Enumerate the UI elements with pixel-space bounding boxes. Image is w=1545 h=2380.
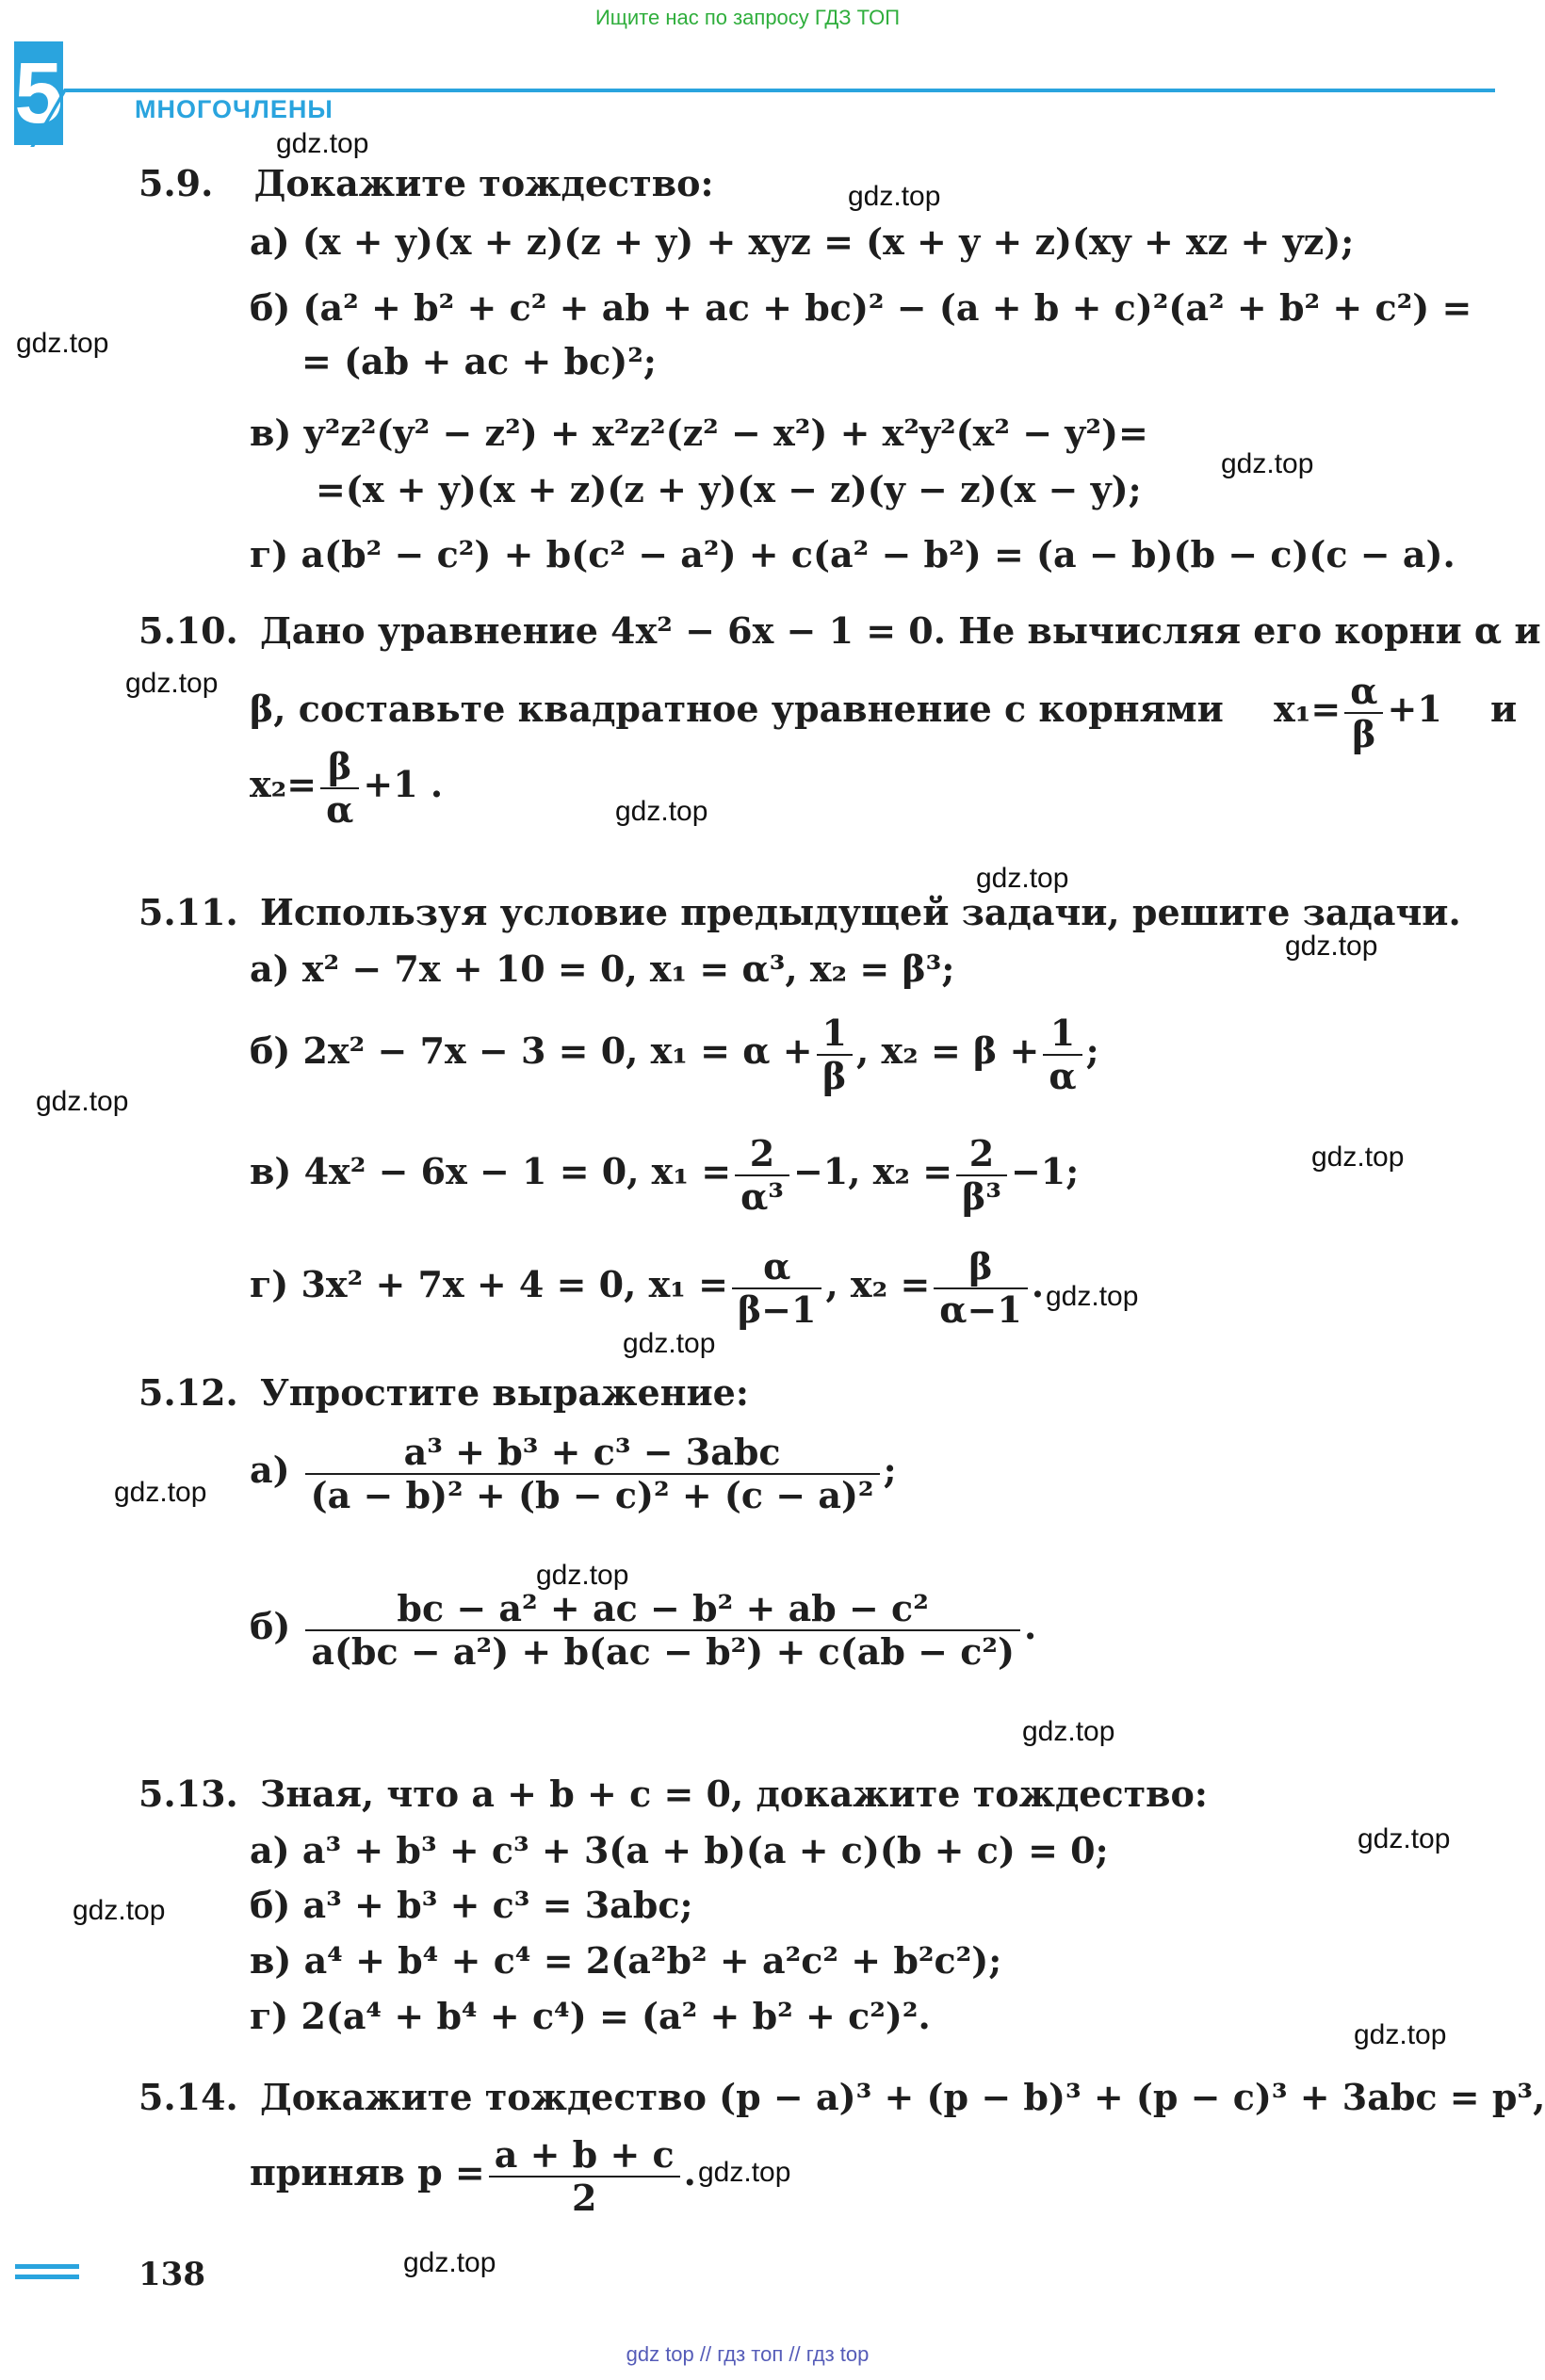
fraction bbox=[732, 1246, 822, 1330]
problem-5-9-g: г) a(b² − c²) + b(c² − a²) + c(a² − b²) = (a − b)(b − c)(c − a). bbox=[250, 533, 1456, 575]
numerator: β bbox=[968, 1245, 993, 1287]
fraction bbox=[934, 1246, 1028, 1330]
problem-5-12-a bbox=[250, 1432, 897, 1515]
watermark: gdz.top bbox=[848, 181, 941, 212]
problem-5-10-l3 bbox=[250, 746, 443, 830]
watermark: gdz.top bbox=[1046, 1281, 1139, 1312]
term: +1 . bbox=[363, 763, 444, 806]
denominator: (a − b)² + (b − c)² + (c − a)² bbox=[305, 1473, 880, 1516]
numerator: 2 bbox=[749, 1132, 775, 1174]
problem-number: 5.10. bbox=[138, 609, 238, 652]
numerator: β bbox=[328, 745, 352, 787]
fraction bbox=[735, 1133, 789, 1217]
problem-text: Докажите тождество (p − a)³ + (p − b)³ + (p − c)³ + 3abc = p³, bbox=[260, 2076, 1545, 2118]
expression: . bbox=[1023, 1605, 1037, 1648]
problem-5-9-v1: в) y²z²(y² − z²) + x²z²(z² − x²) + x²y²(x² − y²)= bbox=[250, 412, 1148, 454]
numerator: α bbox=[1350, 670, 1378, 712]
problem-5-12-header bbox=[138, 1371, 749, 1414]
problem-5-11-g bbox=[250, 1246, 1044, 1330]
expression: −1, x₂ = bbox=[792, 1150, 953, 1193]
problem-text: Упростите выражение: bbox=[260, 1371, 749, 1414]
watermark: gdz.top bbox=[276, 128, 369, 159]
watermark: gdz.top bbox=[1311, 1141, 1405, 1173]
watermark: gdz.top bbox=[36, 1086, 129, 1117]
problem-text: Используя условие предыдущей задачи, решите задачи. bbox=[260, 891, 1461, 933]
watermark: gdz.top bbox=[73, 1895, 166, 1926]
problem-number: 5.13. bbox=[138, 1773, 238, 1815]
watermark: gdz.top bbox=[16, 328, 109, 359]
denominator: α bbox=[1043, 1054, 1082, 1097]
section-title: МНОГОЧЛЕНЫ bbox=[135, 95, 333, 123]
footer: gdz top // гдз топ // гдз top bbox=[626, 2342, 870, 2366]
problem-5-9-header bbox=[138, 162, 714, 204]
problem-5-13-header bbox=[138, 1773, 1208, 1815]
watermark: gdz.top bbox=[623, 1328, 716, 1359]
top-banner: Ищите нас по запросу ГДЗ ТОП bbox=[594, 6, 901, 29]
problem-number: 5.12. bbox=[138, 1371, 238, 1414]
watermark: gdz.top bbox=[536, 1560, 629, 1591]
fraction bbox=[320, 746, 359, 830]
problem-5-11-a: а) x² − 7x + 10 = 0, x₁ = α³, x₂ = β³; bbox=[250, 947, 955, 990]
problem-number: 5.9. bbox=[138, 162, 214, 204]
expression: б) 2x² − 7x − 3 = 0, x₁ = α + bbox=[250, 1029, 813, 1073]
watermark: gdz.top bbox=[1285, 931, 1378, 962]
denominator: α³ bbox=[735, 1174, 789, 1218]
numerator: 2 bbox=[968, 1132, 995, 1174]
problem-5-13-a: а) a³ + b³ + c³ + 3(a + b)(a + c)(b + c) = 0; bbox=[250, 1829, 1109, 1871]
watermark: gdz.top bbox=[114, 1477, 207, 1508]
term: +1 bbox=[1387, 688, 1442, 731]
problem-5-9-b1: б) (a² + b² + c² + ab + ac + bc)² − (a + b + c)²(a² + b² + c²) = bbox=[250, 286, 1472, 329]
problem-5-14-l2 bbox=[250, 2134, 696, 2218]
problem-text: Докажите тождество: bbox=[253, 162, 714, 204]
fraction bbox=[305, 1432, 880, 1515]
watermark: gdz.top bbox=[1221, 448, 1314, 479]
problem-5-10-l2 bbox=[250, 671, 1517, 754]
numerator: a + b + c bbox=[494, 2133, 675, 2176]
problem-number: 5.14. bbox=[138, 2076, 238, 2118]
fraction bbox=[956, 1133, 1007, 1217]
problem-5-11-b bbox=[250, 1012, 1099, 1096]
expression: , x₂ = β + bbox=[856, 1029, 1040, 1073]
numerator: α bbox=[763, 1245, 791, 1287]
fraction bbox=[1043, 1012, 1082, 1096]
fraction bbox=[1344, 671, 1383, 754]
problem-5-11-header bbox=[138, 891, 1461, 933]
header-line bbox=[66, 89, 1495, 92]
fraction bbox=[305, 1588, 1020, 1672]
problem-text: приняв p = bbox=[250, 2151, 485, 2194]
watermark: gdz.top bbox=[615, 796, 708, 827]
expression: в) 4x² − 6x − 1 = 0, x₁ = bbox=[250, 1150, 732, 1193]
denominator: β bbox=[817, 1054, 853, 1097]
numerator: bc − a² + ac − b² + ab − c² bbox=[397, 1587, 929, 1629]
problem-5-9-a: а) (x + y)(x + z)(z + y) + xyz = (x + y + z)(xy + xz + yz); bbox=[250, 220, 1355, 263]
problem-number: 5.11. bbox=[138, 891, 238, 933]
expression: ; bbox=[883, 1449, 897, 1492]
fraction bbox=[489, 2134, 680, 2218]
watermark: gdz.top bbox=[1354, 2019, 1447, 2050]
problem-5-10-l1 bbox=[138, 609, 1541, 652]
denominator: β³ bbox=[956, 1174, 1007, 1218]
expression: г) 3x² + 7x + 4 = 0, x₁ = bbox=[250, 1263, 728, 1306]
page-marker-bars bbox=[15, 2264, 79, 2285]
denominator: β bbox=[1344, 712, 1383, 755]
watermark: gdz.top bbox=[1358, 1823, 1451, 1854]
page-number: 138 bbox=[138, 2256, 205, 2293]
fraction bbox=[817, 1012, 853, 1096]
problem-5-13-b: б) a³ + b³ + c³ = 3abc; bbox=[250, 1884, 693, 1926]
problem-5-13-v: в) a⁴ + b⁴ + c⁴ = 2(a²b² + a²c² + b²c²); bbox=[250, 1939, 1002, 1982]
expression: . bbox=[683, 2151, 696, 2194]
denominator: β−1 bbox=[732, 1287, 822, 1331]
denominator: 2 bbox=[489, 2176, 680, 2219]
denominator: α bbox=[320, 787, 359, 831]
watermark: gdz.top bbox=[698, 2157, 791, 2188]
problem-5-12-b bbox=[250, 1588, 1036, 1672]
chapter-number: 5 bbox=[14, 45, 63, 141]
item-label: а) bbox=[250, 1449, 290, 1492]
root-x2-label: x₂= bbox=[250, 763, 317, 806]
denominator: a(bc − a²) + b(ac − b²) + c(ab − c²) bbox=[305, 1629, 1020, 1673]
expression: , x₂ = bbox=[825, 1263, 931, 1306]
numerator: 1 bbox=[821, 1012, 847, 1054]
problem-5-9-b2: = (ab + ac + bc)²; bbox=[301, 340, 657, 382]
numerator: a³ + b³ + c³ − 3abc bbox=[403, 1431, 781, 1473]
numerator: 1 bbox=[1049, 1012, 1076, 1054]
item-label: б) bbox=[250, 1605, 291, 1648]
problem-5-13-g: г) 2(a⁴ + b⁴ + c⁴) = (a² + b² + c²)². bbox=[250, 1995, 931, 2037]
conjunction: и bbox=[1490, 688, 1518, 731]
problem-text: Дано уравнение 4x² − 6x − 1 = 0. Не вычисляя его корни α и bbox=[260, 609, 1541, 652]
problem-text: Зная, что a + b + c = 0, докажите тождество: bbox=[260, 1773, 1208, 1815]
expression: −1; bbox=[1010, 1150, 1080, 1193]
watermark: gdz.top bbox=[1022, 1716, 1115, 1747]
watermark: gdz.top bbox=[125, 668, 219, 699]
problem-5-11-v bbox=[250, 1133, 1079, 1217]
expression: . bbox=[1031, 1263, 1045, 1306]
problem-5-14-l1 bbox=[138, 2076, 1545, 2118]
problem-text: β, составьте квадратное уравнение с корнями bbox=[250, 688, 1224, 731]
denominator: α−1 bbox=[934, 1287, 1028, 1331]
watermark: gdz.top bbox=[976, 863, 1069, 894]
problem-5-9-v2: =(x + y)(x + z)(z + y)(x − z)(y − z)(x − y); bbox=[316, 468, 1142, 510]
root-x1-label: x₁= bbox=[1274, 688, 1342, 731]
watermark: gdz.top bbox=[403, 2247, 496, 2278]
expression: ; bbox=[1085, 1029, 1099, 1073]
